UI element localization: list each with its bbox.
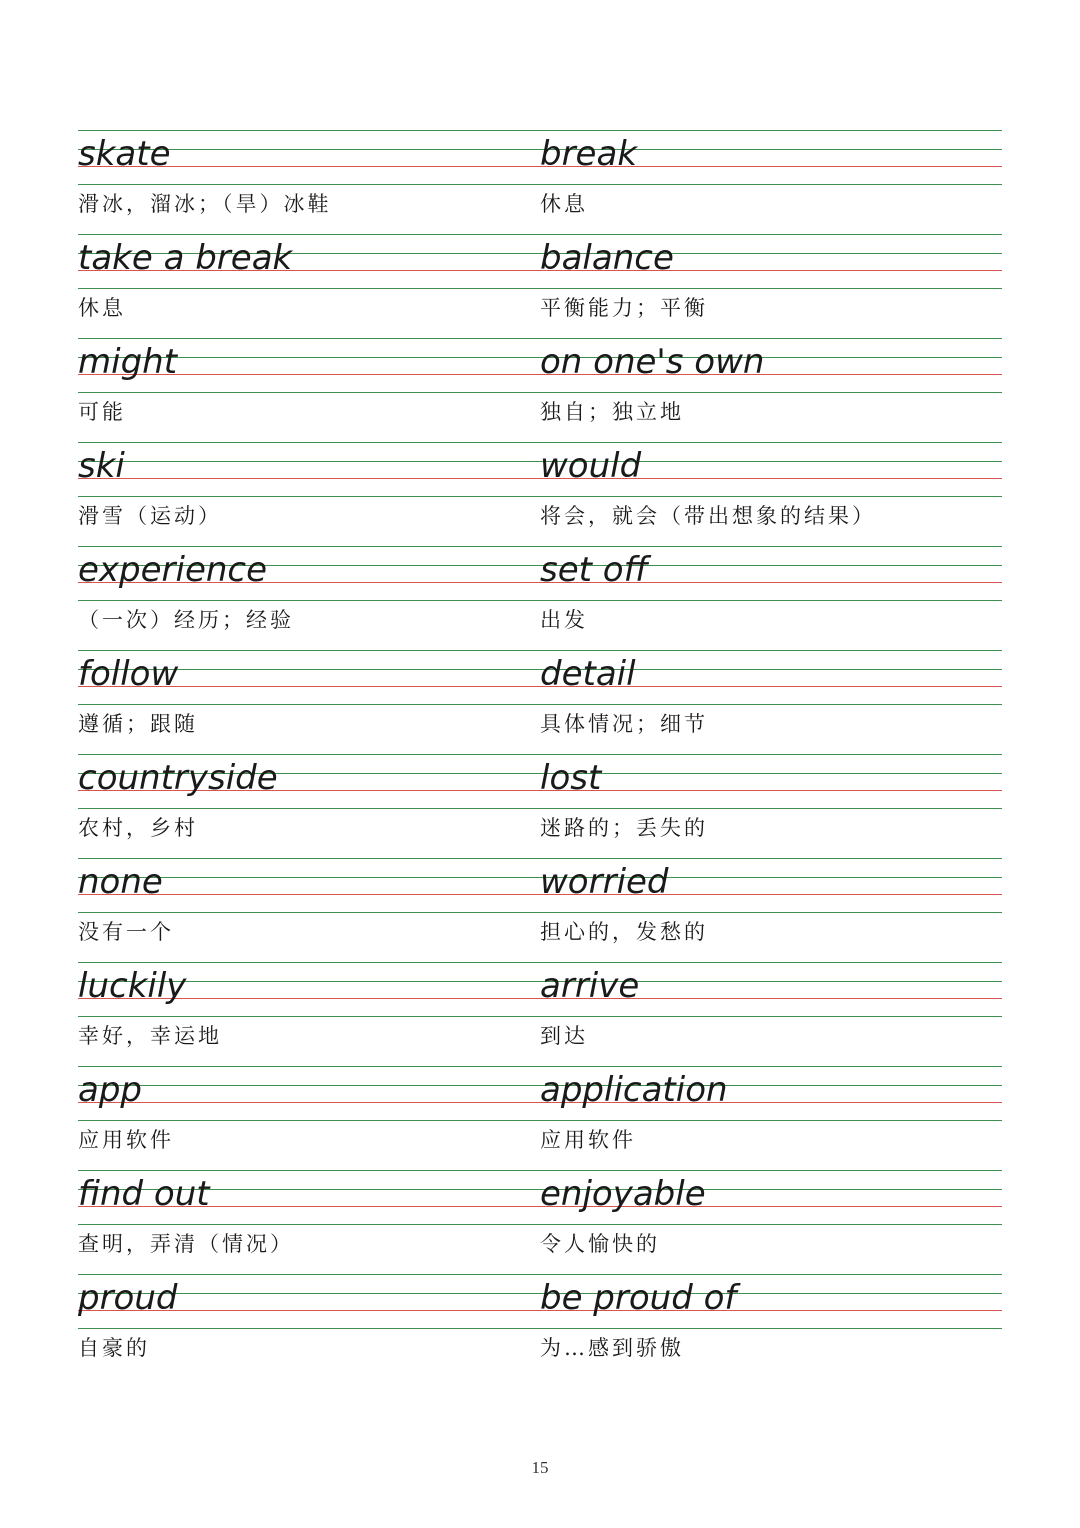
vocab-entry bbox=[78, 338, 538, 442]
chinese-meaning: 查明，弄清（情况） bbox=[78, 1232, 294, 1256]
vocab-entry bbox=[78, 858, 538, 962]
vocab-entry bbox=[540, 442, 1000, 546]
vocab-row bbox=[78, 650, 1002, 754]
english-word: luckily bbox=[78, 966, 187, 1006]
english-word: lost bbox=[540, 758, 602, 798]
english-word: on one's own bbox=[540, 342, 765, 382]
vocab-entry bbox=[78, 546, 538, 650]
vocab-row bbox=[78, 858, 1002, 962]
english-word: set off bbox=[540, 550, 649, 590]
vocab-entry bbox=[540, 546, 1000, 650]
english-word: detail bbox=[540, 654, 636, 694]
vocab-row bbox=[78, 442, 1002, 546]
chinese-meaning: 到达 bbox=[540, 1024, 588, 1048]
chinese-meaning: 应用软件 bbox=[78, 1128, 174, 1152]
english-word: skate bbox=[78, 134, 171, 174]
chinese-meaning: 平衡能力；平衡 bbox=[540, 296, 708, 320]
chinese-meaning: 独自；独立地 bbox=[540, 400, 684, 424]
vocab-entry bbox=[78, 442, 538, 546]
vocab-row bbox=[78, 1274, 1002, 1378]
english-word: arrive bbox=[540, 966, 640, 1006]
vocab-row bbox=[78, 1066, 1002, 1170]
vocab-row bbox=[78, 234, 1002, 338]
vocab-row bbox=[78, 130, 1002, 234]
vocabulary-list bbox=[78, 130, 1002, 1378]
vocab-entry bbox=[540, 130, 1000, 234]
english-word: might bbox=[78, 342, 178, 382]
vocab-entry bbox=[540, 1274, 1000, 1378]
vocab-row bbox=[78, 546, 1002, 650]
vocab-entry bbox=[78, 1066, 538, 1170]
chinese-meaning: 遵循；跟随 bbox=[78, 712, 198, 736]
chinese-meaning: 具体情况；细节 bbox=[540, 712, 708, 736]
english-word: worried bbox=[540, 862, 669, 902]
chinese-meaning: 没有一个 bbox=[78, 920, 174, 944]
english-word: application bbox=[540, 1070, 728, 1110]
chinese-meaning: 应用软件 bbox=[540, 1128, 636, 1152]
english-word: take a break bbox=[78, 238, 293, 278]
english-word: none bbox=[78, 862, 163, 902]
chinese-meaning: 滑冰，溜冰；（旱）冰鞋 bbox=[78, 192, 332, 216]
english-word: find out bbox=[78, 1174, 210, 1214]
vocab-entry bbox=[78, 754, 538, 858]
vocab-entry bbox=[78, 962, 538, 1066]
english-word: enjoyable bbox=[540, 1174, 706, 1214]
vocab-entry bbox=[540, 338, 1000, 442]
english-word: would bbox=[540, 446, 642, 486]
vocab-entry bbox=[540, 858, 1000, 962]
chinese-meaning: 担心的，发愁的 bbox=[540, 920, 708, 944]
vocab-entry bbox=[540, 650, 1000, 754]
english-word: break bbox=[540, 134, 638, 174]
chinese-meaning: （一次）经历；经验 bbox=[78, 608, 294, 632]
chinese-meaning: 幸好，幸运地 bbox=[78, 1024, 222, 1048]
english-word: follow bbox=[78, 654, 179, 694]
chinese-meaning: 将会，就会（带出想象的结果） bbox=[540, 504, 876, 528]
chinese-meaning: 滑雪（运动） bbox=[78, 504, 222, 528]
vocab-entry bbox=[540, 1066, 1000, 1170]
vocab-entry bbox=[78, 234, 538, 338]
vocab-row bbox=[78, 1170, 1002, 1274]
english-word: proud bbox=[78, 1278, 178, 1318]
page-number: 15 bbox=[531, 1458, 549, 1477]
english-word: balance bbox=[540, 238, 674, 278]
chinese-meaning: 为…感到骄傲 bbox=[540, 1336, 684, 1360]
vocab-entry bbox=[78, 130, 538, 234]
chinese-meaning: 农村，乡村 bbox=[78, 816, 198, 840]
vocab-entry bbox=[78, 650, 538, 754]
chinese-meaning: 迷路的；丢失的 bbox=[540, 816, 708, 840]
vocab-entry bbox=[78, 1274, 538, 1378]
vocab-row bbox=[78, 338, 1002, 442]
vocab-entry bbox=[540, 962, 1000, 1066]
english-word: ski bbox=[78, 446, 125, 486]
english-word: countryside bbox=[78, 758, 278, 798]
chinese-meaning: 自豪的 bbox=[78, 1336, 150, 1360]
chinese-meaning: 令人愉快的 bbox=[540, 1232, 660, 1256]
english-word: be proud of bbox=[540, 1278, 737, 1318]
vocab-entry bbox=[540, 754, 1000, 858]
chinese-meaning: 休息 bbox=[78, 296, 126, 320]
chinese-meaning: 出发 bbox=[540, 608, 588, 632]
vocab-entry bbox=[540, 1170, 1000, 1274]
english-word: experience bbox=[78, 550, 268, 590]
vocab-entry bbox=[540, 234, 1000, 338]
vocab-row bbox=[78, 962, 1002, 1066]
vocab-entry bbox=[78, 1170, 538, 1274]
chinese-meaning: 可能 bbox=[78, 400, 126, 424]
english-word: app bbox=[78, 1070, 142, 1110]
chinese-meaning: 休息 bbox=[540, 192, 588, 216]
vocab-row bbox=[78, 754, 1002, 858]
